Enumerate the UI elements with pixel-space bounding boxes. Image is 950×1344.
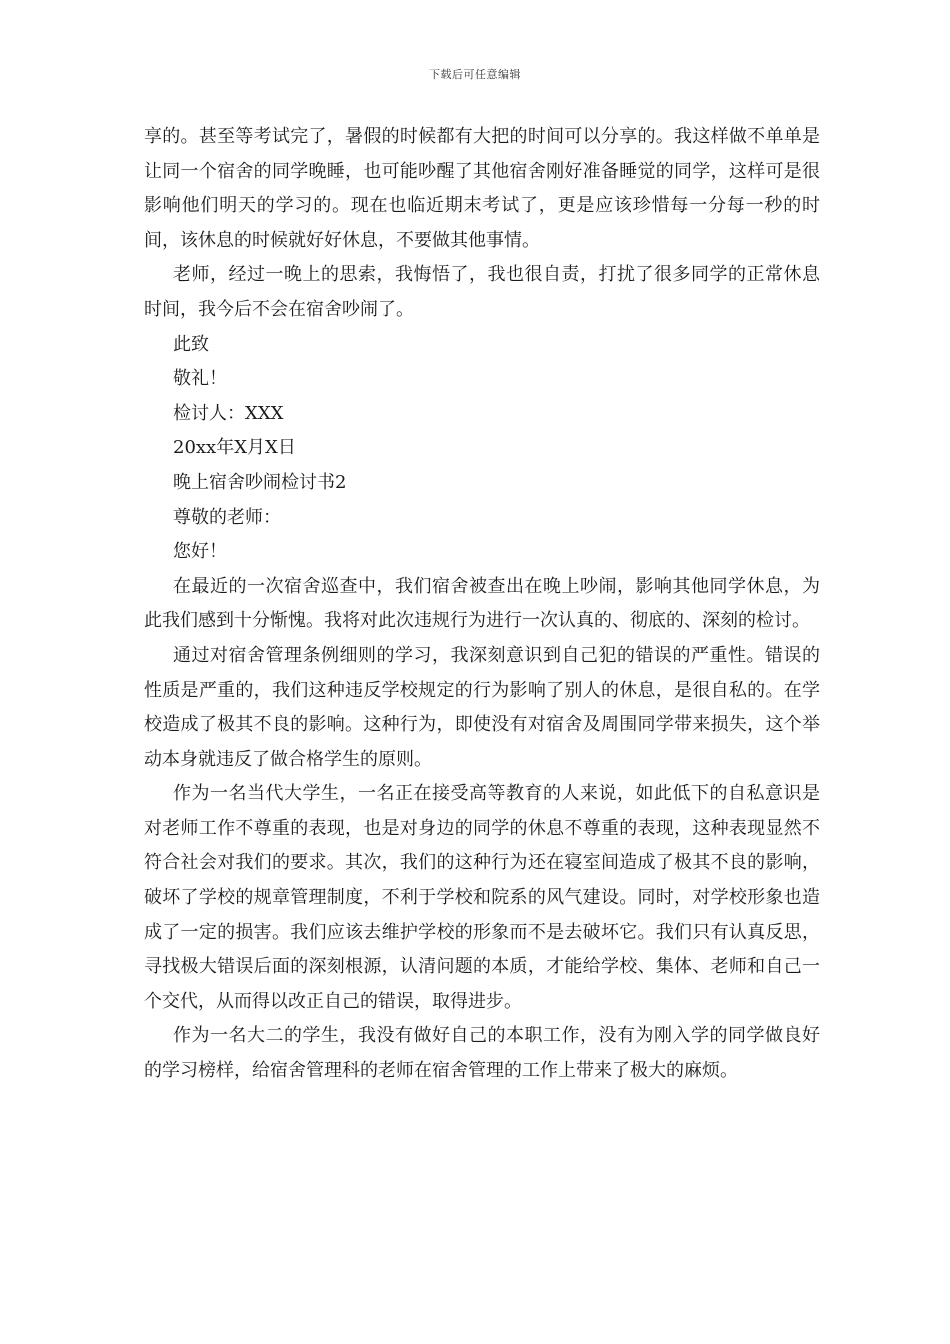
paragraph-5: 作为一名当代大学生，一名正在接受高等教育的人来说，如此低下的自私意识是对老师工作不尊重的表现，也是对身边的同学的休息不尊重的表现，这种表现显然不符合社会对我们的要求。其次，我们的这种行为还在寝室间造成了极其不良的影响，破坏了学校的规章管理制度，不利于学校和院系的风气建设。同时，对学校形象也造成了一定的损害。我们应该去维护学校的形象而不是去破坏它。我们只有认真反思，寻找极大错误后面的深刻根源，认清问题的本质，才能给学校、集体、老师和自己一个交代，从而得以改正自己的错误，取得进步。 <box>144 783 820 1012</box>
paragraph-2: 老师，经过一晚上的思索，我悔悟了，我也很自责，打扰了很多同学的正常休息时间，我今后不会在宿舍吵闹了。 <box>144 264 820 320</box>
date-line: 20xx年X月X日 <box>173 437 296 459</box>
paragraph-1: 享的。甚至等考试完了，暑假的时候都有大把的时间可以分享的。我这样做不单单是让同一个宿舍的同学晚睡，也可能吵醒了其他宿舍刚好准备睡觉的同学，这样可是很影响他们明天的学习的。现在也临近期末考试了，更是应该珍惜每一分每一秒的时间，该休息的时候就好好休息，不要做其他事情。 <box>144 126 820 251</box>
paragraph-3: 在最近的一次宿舍巡查中，我们宿舍被查出在晚上吵闹，影响其他同学休息，为此我们感到十分惭愧。我将对此次违规行为进行一次认真的、彻底的、深刻的检讨。 <box>144 575 820 632</box>
closing-regards: 敬礼！ <box>173 368 227 390</box>
paragraph-6: 作为一名大二的学生，我没有做好自己的本职工作，没有为刚入学的同学做良好的学习榜样，给宿舍管理科的老师在宿舍管理的工作上带来了极大的麻烦。 <box>144 1025 820 1082</box>
greeting-hello: 您好！ <box>173 541 227 563</box>
greeting-addressee: 尊敬的老师： <box>173 506 281 528</box>
signature-line: 检讨人：XXX <box>173 402 284 424</box>
closing-salutation: 此致 <box>173 333 209 355</box>
document-body <box>144 120 820 1089</box>
page-header: 下载后可任意编辑 <box>429 68 521 81</box>
section-title: 晚上宿舍吵闹检讨书2 <box>173 471 347 493</box>
paragraph-4: 通过对宿舍管理条例细则的学习，我深刻意识到自己犯的错误的严重性。错误的性质是严重的，我们这种违反学校规定的行为影响了别人的休息，是很自私的。在学校造成了极其不良的影响。这种行为，即使没有对宿舍及周围同学带来损失，这个举动本身就违反了做合格学生的原则。 <box>144 644 820 770</box>
